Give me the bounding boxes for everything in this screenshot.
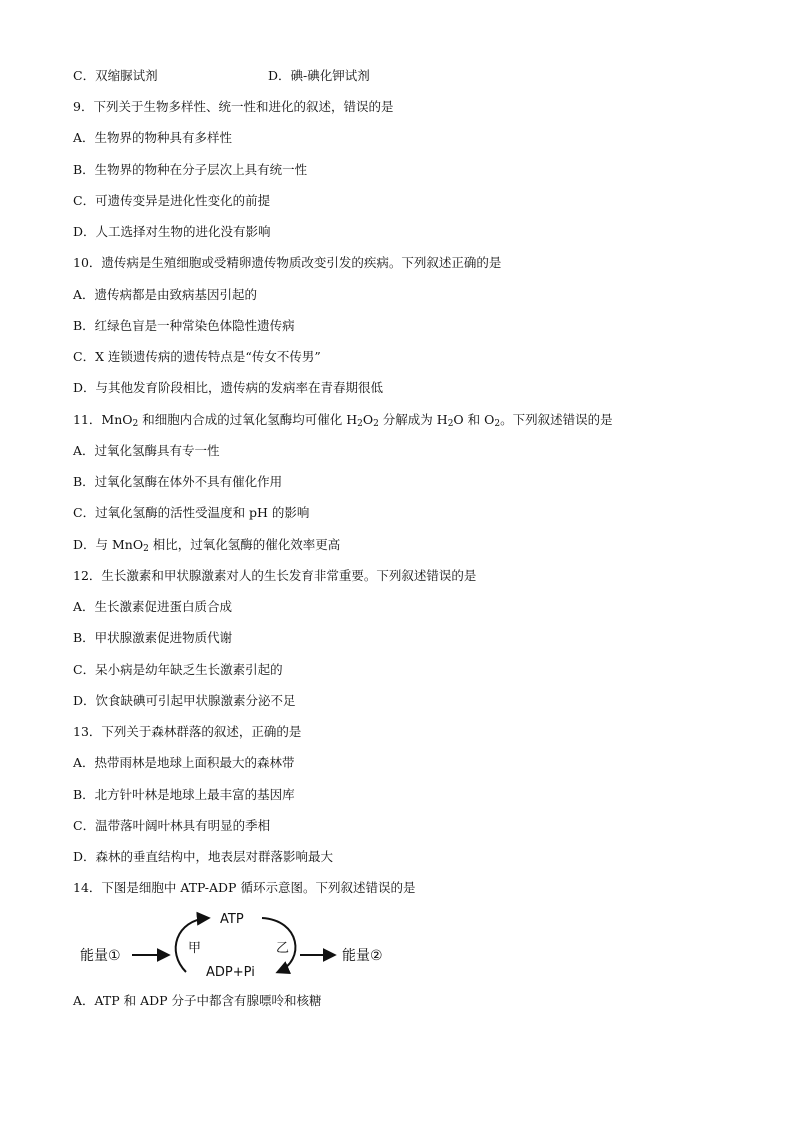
option-10c: C．X 连锁遗传病的遗传特点是“传女不传男” xyxy=(73,349,321,364)
q11-text-5: O 和 O xyxy=(453,412,495,427)
option-10d: D．与其他发育阶段相比，遗传病的发病率在青春期很低 xyxy=(73,380,384,395)
option-11c: C．过氧化氢酶的活性受温度和 pH 的影响 xyxy=(73,505,310,520)
q11-text-6: 。下列叙述错误的是 xyxy=(500,412,613,427)
q11-text-1: 11．MnO xyxy=(73,412,133,427)
q11-text-4: 分解成为 H xyxy=(378,412,448,427)
option-13b: B．北方针叶林是地球上最丰富的基因库 xyxy=(73,787,295,802)
option-11b: B．过氧化氢酶在体外不具有催化作用 xyxy=(73,474,283,489)
option-9a: A．生物界的物种具有多样性 xyxy=(73,130,233,145)
q11-sub-2: 2 xyxy=(357,419,363,429)
q11-sub-3: 2 xyxy=(373,419,379,429)
question-10: 10．遗传病是生殖细胞或受精卵遗传物质改变引发的疾病。下列叙述正确的是 xyxy=(73,255,502,270)
energy-out-label: 能量② xyxy=(342,948,383,964)
q11d-text-2: 相比，过氧化氢酶的催化效率更高 xyxy=(148,537,341,552)
question-14: 14．下图是细胞中 ATP-ADP 循环示意图。下列叙述错误的是 xyxy=(73,880,416,895)
option-12c: C．呆小病是幼年缺乏生长激素引起的 xyxy=(73,662,283,677)
question-9: 9．下列关于生物多样性、统一性和进化的叙述，错误的是 xyxy=(73,99,394,114)
option-13d: D．森林的垂直结构中，地表层对群落影响最大 xyxy=(73,849,334,864)
yi-label: 乙 xyxy=(276,941,290,956)
q11d-text-1: D．与 MnO xyxy=(73,537,144,552)
option-8c: C．双缩脲试剂 xyxy=(73,68,158,83)
option-12a: A．生长激素促进蛋白质合成 xyxy=(73,599,233,614)
q11d-sub-1: 2 xyxy=(143,544,149,554)
option-9b: B．生物界的物种在分子层次上具有统一性 xyxy=(73,162,308,177)
option-13a: A．热带雨林是地球上面积最大的森林带 xyxy=(73,755,295,770)
option-11a: A．过氧化氢酶具有专一性 xyxy=(73,443,220,458)
adp-pi-label: ADP+Pi xyxy=(206,965,255,980)
option-8d: D．碘-碘化钾试剂 xyxy=(268,68,370,83)
jia-label: 甲 xyxy=(188,941,202,956)
option-10a: A．遗传病都是由致病基因引起的 xyxy=(73,287,258,302)
option-9d: D．人工选择对生物的进化没有影响 xyxy=(73,224,271,239)
question-13: 13．下列关于森林群落的叙述，正确的是 xyxy=(73,724,302,739)
q11-text-2: 和细胞内合成的过氧化氢酶均可催化 H xyxy=(138,412,358,427)
q11-sub-5: 2 xyxy=(494,419,501,429)
option-9c: C．可遗传变异是进化性变化的前提 xyxy=(73,193,271,208)
option-13c: C．温带落叶阔叶林具有明显的季相 xyxy=(73,818,271,833)
option-12d: D．饮食缺碘可引起甲状腺激素分泌不足 xyxy=(73,693,296,708)
atp-adp-cycle-diagram xyxy=(0,900,794,1000)
atp-label: ATP xyxy=(220,912,244,927)
option-11d xyxy=(73,537,340,553)
energy-in-label: 能量① xyxy=(80,948,121,964)
option-14a: A．ATP 和 ADP 分子中都含有腺嘌呤和核糖 xyxy=(73,993,322,1008)
option-12b: B．甲状腺激素促进物质代谢 xyxy=(73,630,233,645)
question-12: 12．生长激素和甲状腺激素对人的生长发育非常重要。下列叙述错误的是 xyxy=(73,568,477,583)
question-11 xyxy=(73,412,613,428)
option-10b: B．红绿色盲是一种常染色体隐性遗传病 xyxy=(73,318,295,333)
q11-text-3: O xyxy=(362,412,374,427)
q11-sub-1: 2 xyxy=(132,419,139,429)
q11-sub-4: 2 xyxy=(447,419,454,429)
